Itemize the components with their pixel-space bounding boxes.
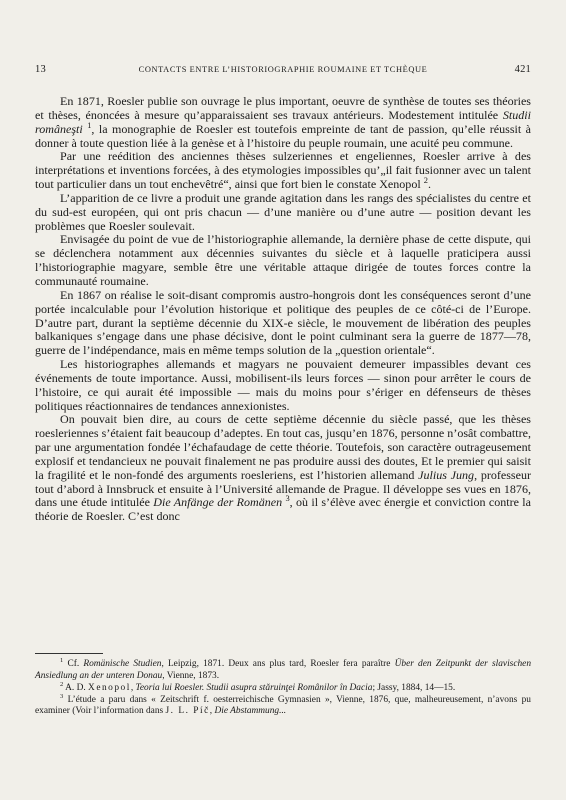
- page-number: 421: [514, 64, 531, 75]
- italic-text: Die Anfänge der Romänen: [153, 495, 283, 510]
- footnote: [35, 656, 532, 682]
- text-segment: L’étude a paru dans « Zeitschrift f. oesterreichische Gymnasien », Vienne, 1876, que, malheureusement, n’avons pu examiner (Voir l’information dans: [35, 694, 531, 717]
- italic-text: Romänische Studien: [83, 659, 162, 669]
- paragraph: [35, 150, 531, 192]
- text-segment: J. L. Píč: [165, 706, 210, 717]
- text-segment: En 1867 on réalise le soit-disant compromis austro-hongrois dont les conséquences seront d’une portée incalculable pour l’évolution historique et politique des peuples de ce côté-ci de l’Europe. D’autre part, durant la septième décennie du XIX-e siècle, le mouvement de libération des peuples balkaniques s’engage dans une phase décisive, dont le point culminant sera la guerre de 1877—78, guerre de l’indépendance, mais en même temps solution de la „question orientale“.: [35, 287, 531, 358]
- footnote-reference: 2: [423, 175, 428, 186]
- text-segment: Les historiographes allemands et magyars ne pouvaient demeurer impassibles devant ces événements de toute importance. Aussi, mobilisent-ils leurs forces — sinon pour arrêter le cours de l’histoire, ce qui aurait été impossible — mais du moins pour s’ériger en défenseurs de thèses politiques réactionnaires de tendances annexionistes.: [35, 357, 531, 413]
- paragraph: [35, 233, 531, 288]
- paragraph: [35, 289, 531, 358]
- italic-text: Teoria lui Roesler. Studii asupra stăruinţei Românilor în Dacia: [135, 682, 373, 693]
- paragraph: [35, 95, 531, 150]
- footnote-reference: 3: [60, 692, 64, 700]
- footnote-separator: [35, 653, 103, 654]
- italic-text: Julius Jung: [418, 467, 475, 482]
- footnote-reference: 1: [87, 119, 92, 130]
- footnote-reference: 2: [60, 680, 64, 688]
- italic-text: Über den Zeitpunkt der slavischen Ansiedlung an der unteren Donau: [35, 659, 532, 681]
- footnotes: [35, 656, 532, 718]
- paragraph: [35, 358, 531, 413]
- footnote-reference: 1: [60, 656, 64, 664]
- paragraph: [35, 413, 531, 524]
- text-segment: , Vienne, 1873.: [162, 670, 220, 681]
- text-segment: , où il s’élève avec énergie et conviction contre la théorie de Roesler. C’est donc: [35, 495, 531, 524]
- footnote: [35, 680, 531, 695]
- text-segment: , la monographie de Roesler est toutefois empreinte de tant de passion, qu’elle réussit à donner à toute question liée à la genèse et à l’histoire du peuple roumain, une acuité peu commune.: [35, 121, 532, 150]
- text-segment: Envisagée du point de vue de l’historiographie allemande, la dernière phase de cette dispute, qui se déclenchera notamment aux décennies suivantes du siècle et à laquelle praticipera aussi l’historiographie magyare, semble être une véritable attaque dirigée de toutes forces contre la communauté roumaine.: [35, 232, 531, 288]
- text-segment: , Leipzig, 1871. Deux ans plus tard, Roesler fera paraître: [161, 659, 395, 669]
- running-title: CONTACTS ENTRE L’HISTORIOGRAPHIE ROUMAINE ET TCHÈQUE: [138, 65, 428, 74]
- text-segment: , professeur tout d’abord à Innsbruck et ensuite à l’Université allemande de Prague. Il développe ses vues en 1876, dans une étude intitulée: [35, 467, 531, 510]
- paragraph: [35, 192, 531, 234]
- text-segment: ,: [130, 682, 136, 693]
- text-segment: On pouvait bien dire, au cours de cette septième décennie du siècle passé, que les thèses roesleriennes s’étaient fait beaucoup d’adeptes. En tout cas, jusqu’en 1876, personne n’osât combattre, par une argumentation fondée l’échafaudage de cette théorie. Toutefois, son caractère outrageusement explosif et tendancieux ne pouvait finalement ne pas produire aussi des doutes, Et le premier qui saisit la fragilité et le non-fondé des arguments roesleriens, est l’historien allemand: [35, 412, 531, 482]
- footnote: [35, 692, 531, 718]
- text-segment: Par une reédition des anciennes thèses sulzeriennes et engeliennes, Roesler arrive à des interprétations et inventions forcées, à des etymologies impossibles qu’„il fait fusionner avec un talent tout particulier dans un tout enchevêtré“, ainsi que fort bien le constate Xenopol: [35, 149, 531, 192]
- text-segment: Xenopol: [88, 682, 131, 693]
- text-segment: ,: [209, 706, 215, 717]
- text-segment: ; Jassy, 1884, 14—15.: [372, 682, 456, 693]
- italic-text: Studii româneşti: [35, 107, 531, 136]
- section-number: 13: [35, 64, 46, 75]
- text-segment: .: [427, 177, 431, 192]
- body-text: [35, 95, 531, 524]
- text-segment: A. D.: [63, 682, 89, 693]
- text-segment: En 1871, Roesler publie son ouvrage le plus important, oeuvre de synthèse de toutes ses théories et thèses, énoncées à mesure qu’apparaissaient ses travaux antérieurs. Modestement intitulée: [35, 94, 531, 122]
- text-segment: Cf.: [63, 659, 84, 669]
- footnote-reference: 3: [285, 493, 290, 504]
- running-header: [35, 64, 531, 78]
- text-segment: L’apparition de ce livre a produit une grande agitation dans les rangs des spécialistes du centre et du sud-est européen, qui ont pris chacun — d’une manière ou d’une autre — position devant les problèmes que Roesler soulevait.: [35, 190, 531, 233]
- italic-text: Die Abstammung...: [214, 706, 287, 717]
